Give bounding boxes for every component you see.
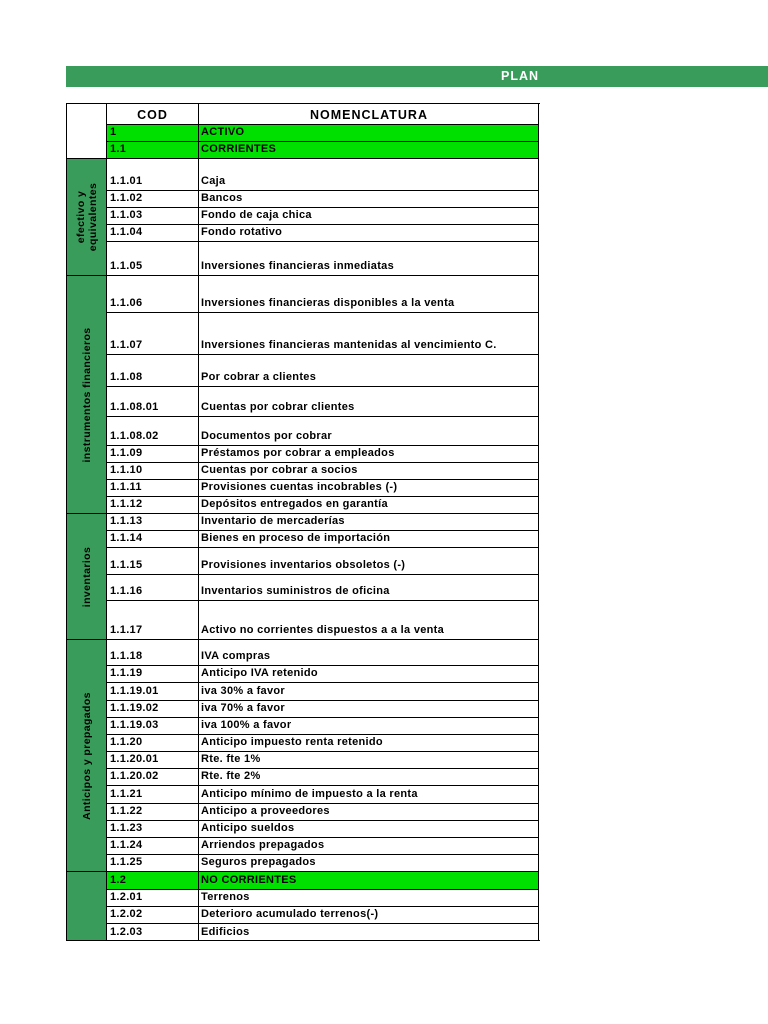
- banner-title: PLAN: [501, 69, 540, 83]
- group-label: inventarios: [80, 546, 93, 607]
- column-divider: [198, 417, 199, 445]
- column-divider: [198, 480, 199, 496]
- column-divider: [198, 125, 199, 141]
- account-code: 1.1.05: [110, 260, 143, 272]
- column-divider: [198, 387, 199, 416]
- table-row: [107, 445, 539, 462]
- column-divider: [198, 191, 199, 207]
- account-code: 1.1.19: [110, 667, 143, 679]
- account-name: Anticipo IVA retenido: [201, 667, 318, 679]
- column-divider: [198, 497, 199, 513]
- column-divider: [198, 142, 199, 158]
- column-divider: [198, 924, 199, 941]
- table-row: [107, 906, 539, 923]
- account-name: Seguros prepagados: [201, 856, 316, 868]
- account-code: 1.1.03: [110, 209, 143, 221]
- account-name: Inventarios suministros de oficina: [201, 585, 390, 597]
- table-row: [107, 734, 539, 751]
- account-name: Provisiones inventarios obsoletos (-): [201, 559, 406, 571]
- account-code: 1.1.20.01: [110, 753, 159, 765]
- table-row: [107, 312, 539, 354]
- account-name: Provisiones cuentas incobrables (-): [201, 481, 398, 493]
- table-row: [107, 241, 539, 275]
- column-divider: [198, 548, 199, 574]
- account-code: 1.1.12: [110, 498, 143, 510]
- account-name: Anticipo mínimo de impuesto a la renta: [201, 788, 418, 800]
- table-row: [107, 923, 539, 941]
- account-name: Rte. fte 2%: [201, 770, 261, 782]
- account-name: Inversiones financieras mantenidas al vencimiento C.: [201, 339, 497, 351]
- column-divider: [198, 159, 199, 190]
- account-code: 1.1.15: [110, 559, 143, 571]
- account-name: Terrenos: [201, 891, 250, 903]
- account-code: 1.2: [110, 874, 127, 886]
- account-name: Anticipo impuesto renta retenido: [201, 736, 383, 748]
- column-divider: [198, 276, 199, 312]
- account-name: iva 30% a favor: [201, 685, 285, 697]
- account-name: NO CORRIENTES: [201, 874, 297, 886]
- column-divider: [198, 821, 199, 837]
- account-name: Fondo rotativo: [201, 226, 283, 238]
- group-cell: [66, 275, 107, 513]
- table-row: [107, 785, 539, 803]
- column-divider: [198, 208, 199, 224]
- table-row: [107, 871, 539, 889]
- account-code: 1.1.25: [110, 856, 143, 868]
- table-row: [107, 889, 539, 906]
- group-cell: [66, 158, 107, 275]
- account-code: 1.1.17: [110, 624, 143, 636]
- group-cell: [66, 639, 107, 871]
- account-code: 1.1.19.03: [110, 719, 159, 731]
- account-code: 1.1.08.02: [110, 430, 159, 442]
- table-row: [107, 820, 539, 837]
- account-name: Cuentas por cobrar clientes: [201, 401, 355, 413]
- group-label: Anticipos y prepagados: [80, 691, 93, 820]
- account-code: 1.1.21: [110, 788, 143, 800]
- table-row: [107, 682, 539, 700]
- account-name: IVA compras: [201, 650, 271, 662]
- account-name: iva 100% a favor: [201, 719, 292, 731]
- account-name: Arriendos prepagados: [201, 839, 325, 851]
- table-row: [107, 124, 539, 141]
- table-row: [107, 665, 539, 682]
- account-name: iva 70% a favor: [201, 702, 285, 714]
- account-code: 1: [110, 126, 117, 138]
- column-divider: [198, 575, 199, 600]
- account-code: 1.1.19.02: [110, 702, 159, 714]
- table-row: [107, 751, 539, 768]
- account-code: 1.1.08: [110, 371, 143, 383]
- table-row: [107, 207, 539, 224]
- account-code: 1.1.20: [110, 736, 143, 748]
- column-divider: [198, 872, 199, 889]
- column-divider: [198, 804, 199, 820]
- account-name: Bienes en proceso de importación: [201, 532, 391, 544]
- column-divider: [198, 355, 199, 386]
- table-row: [107, 854, 539, 871]
- table-row: [107, 717, 539, 734]
- column-divider: [198, 701, 199, 717]
- chart-of-accounts-table: [66, 103, 540, 941]
- column-divider: [198, 242, 199, 275]
- account-name: Anticipo a proveedores: [201, 805, 330, 817]
- column-divider: [198, 666, 199, 682]
- group-column-border: [106, 103, 107, 941]
- table-row: [107, 354, 539, 386]
- account-code: 1.1.09: [110, 447, 143, 459]
- account-code: 1.1.01: [110, 175, 143, 187]
- column-divider: [198, 786, 199, 803]
- column-divider: [198, 855, 199, 871]
- account-name: Edificios: [201, 926, 250, 938]
- group-cell: [66, 871, 107, 941]
- account-code: 1.2.03: [110, 926, 143, 938]
- account-code: 1.2.02: [110, 908, 143, 920]
- column-divider: [198, 446, 199, 462]
- account-name: Rte. fte 1%: [201, 753, 261, 765]
- column-divider: [198, 752, 199, 768]
- account-code: 1.1.14: [110, 532, 143, 544]
- account-name: Caja: [201, 175, 226, 187]
- table-row: [107, 547, 539, 574]
- account-name: Fondo de caja chica: [201, 209, 312, 221]
- group-label: efectivo y equivalentes: [74, 182, 99, 252]
- table-row: [107, 700, 539, 717]
- table-row: [107, 513, 539, 530]
- table-row: [107, 600, 539, 639]
- column-divider: [198, 225, 199, 241]
- column-divider: [198, 890, 199, 906]
- column-divider: [198, 531, 199, 547]
- group-cell: [66, 513, 107, 639]
- account-name: Documentos por cobrar: [201, 430, 332, 442]
- account-code: 1.2.01: [110, 891, 143, 903]
- column-divider: [198, 769, 199, 785]
- column-divider: [198, 718, 199, 734]
- account-code: 1.1.19.01: [110, 685, 159, 697]
- account-name: Préstamos por cobrar a empleados: [201, 447, 395, 459]
- column-divider: [198, 838, 199, 854]
- account-name: Inversiones financieras inmediatas: [201, 260, 394, 272]
- column-divider: [198, 907, 199, 923]
- table-row: [107, 496, 539, 513]
- account-name: Deterioro acumulado terrenos(-): [201, 908, 379, 920]
- account-name: Depósitos entregados en garantía: [201, 498, 388, 510]
- account-code: 1.1.02: [110, 192, 143, 204]
- table-row: [107, 386, 539, 416]
- table-header-row: [107, 103, 539, 124]
- account-code: 1.1.13: [110, 515, 143, 527]
- account-code: 1.1.23: [110, 822, 143, 834]
- column-divider: [198, 313, 199, 354]
- column-divider: [198, 601, 199, 639]
- table-row: [107, 275, 539, 312]
- header-nomenclatura: NOMENCLATURA: [309, 108, 428, 122]
- column-divider: [198, 514, 199, 530]
- account-code: 1.1.24: [110, 839, 143, 851]
- table-row: [107, 416, 539, 445]
- account-code: 1.1.22: [110, 805, 143, 817]
- account-name: ACTIVO: [201, 126, 245, 138]
- account-code: 1.1.04: [110, 226, 143, 238]
- table-row: [107, 768, 539, 785]
- account-name: Inversiones financieras disponibles a la venta: [201, 297, 455, 309]
- account-code: 1.1.10: [110, 464, 143, 476]
- group-cell: [66, 103, 107, 158]
- account-code: 1.1: [110, 143, 127, 155]
- table-row: [107, 803, 539, 820]
- table-row: [107, 224, 539, 241]
- account-name: Cuentas por cobrar a socios: [201, 464, 358, 476]
- table-row: [107, 530, 539, 547]
- column-divider: [198, 683, 199, 700]
- account-name: Activo no corrientes dispuestos a a la venta: [201, 624, 445, 636]
- column-divider: [198, 735, 199, 751]
- title-banner: [66, 66, 768, 87]
- account-code: 1.1.20.02: [110, 770, 159, 782]
- account-code: 1.1.16: [110, 585, 143, 597]
- account-code: 1.1.18: [110, 650, 143, 662]
- table-row: [107, 158, 539, 190]
- account-name: Inventario de mercaderías: [201, 515, 345, 527]
- table-row: [107, 479, 539, 496]
- account-name: CORRIENTES: [201, 143, 277, 155]
- group-label: instrumentos financieros: [80, 326, 93, 463]
- table-row: [107, 462, 539, 479]
- account-name: Anticipo sueldos: [201, 822, 295, 834]
- account-code: 1.1.06: [110, 297, 143, 309]
- account-code: 1.1.11: [110, 481, 142, 493]
- table-row: [107, 141, 539, 158]
- account-name: Bancos: [201, 192, 243, 204]
- account-code: 1.1.07: [110, 339, 143, 351]
- column-divider: [198, 463, 199, 479]
- header-cod: COD: [137, 108, 168, 122]
- table-row: [107, 190, 539, 207]
- account-name: Por cobrar a clientes: [201, 371, 317, 383]
- table-row: [107, 639, 539, 665]
- column-divider: [198, 640, 199, 665]
- table-row: [107, 837, 539, 854]
- table-row: [107, 574, 539, 600]
- account-code: 1.1.08.01: [110, 401, 159, 413]
